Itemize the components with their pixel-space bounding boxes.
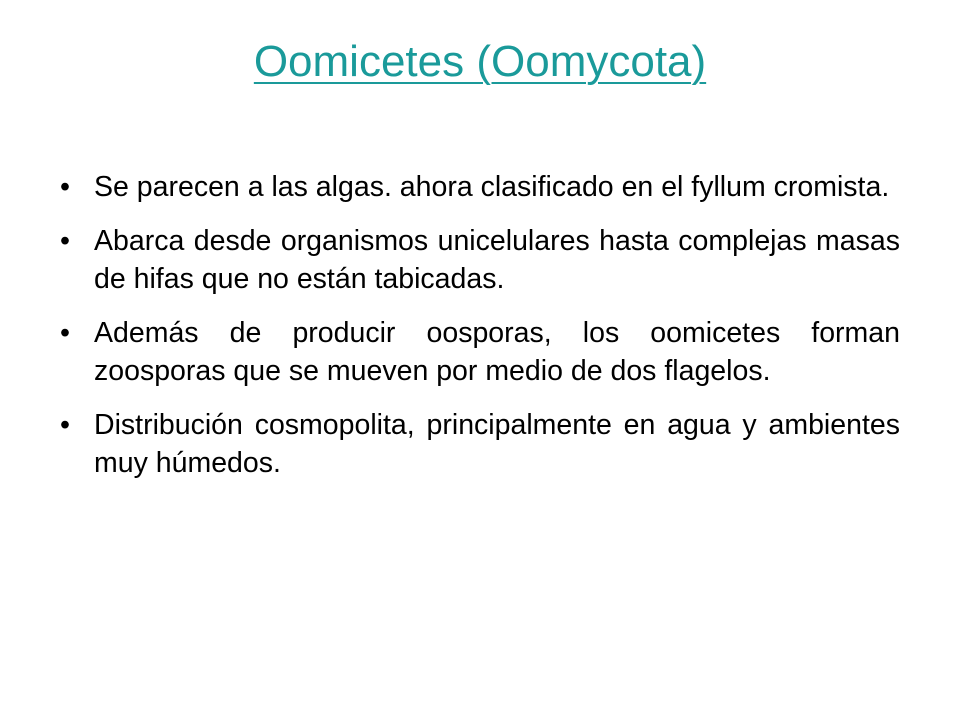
bullet-text: Distribución cosmopolita, principalmente en agua y ambientes muy húmedos.	[94, 409, 900, 479]
bullet-text: Además de producir oosporas, los oomicetes forman zoosporas que se mueven por medio de dos flagelos.	[94, 317, 900, 387]
slide-title[interactable]: Oomicetes (Oomycota)	[253, 37, 707, 86]
bullet-text: Se parecen a las algas. ahora clasificado en el fyllum cromista.	[94, 171, 890, 203]
bullet-list	[60, 168, 900, 498]
bullet-marker: •	[60, 225, 70, 257]
bullet-marker: •	[60, 317, 70, 349]
bullet-marker: •	[60, 409, 70, 441]
bullet-marker: •	[60, 171, 70, 203]
bullet-item	[60, 406, 900, 482]
bullet-item	[60, 314, 900, 390]
bullet-text: Abarca desde organismos unicelulares hasta complejas masas de hifas que no están tabicadas.	[94, 225, 900, 295]
bullet-item	[60, 222, 900, 298]
bullet-item	[60, 168, 900, 206]
